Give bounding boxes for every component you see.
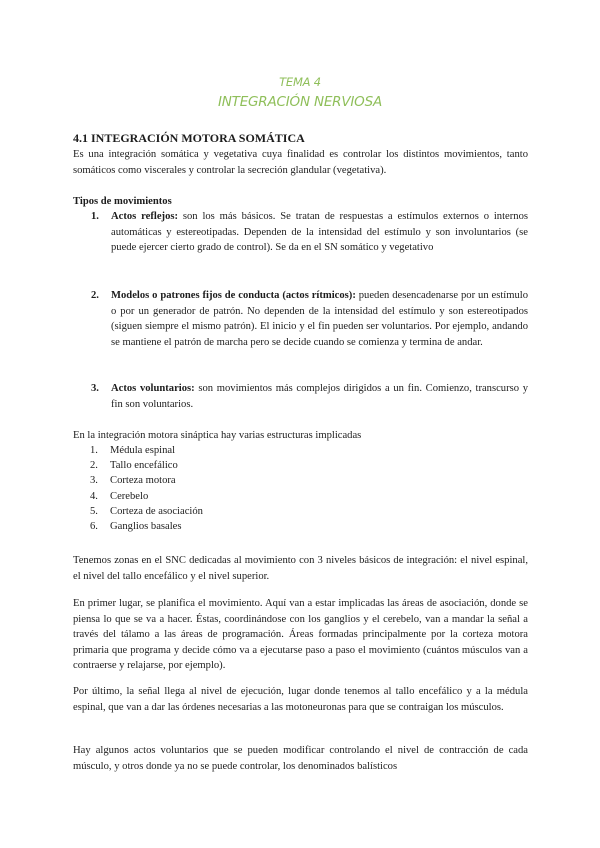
list-item: 4. Cerebelo: [90, 490, 149, 502]
paragraph-ballistic: Hay algunos actos voluntarios que se pueden modificar controlando el nivel de contracción de cada músculo, y otros donde ya no se puede controlar, los denominados balísticos: [73, 745, 528, 772]
structures-list: [90, 443, 203, 534]
list-item: 2. Tallo encefálico: [90, 460, 178, 472]
structure-label: Médula espinal: [110, 445, 176, 456]
section-heading: 4.1 INTEGRACIÓN MOTORA SOMÁTICA: [73, 131, 305, 145]
structure-label: Tallo encefálico: [110, 460, 178, 472]
movement-item-term: Modelos o patrones fijos de conducta (actos rítmicos):: [111, 290, 356, 301]
movement-item-number: 2.: [91, 290, 99, 301]
movement-item-text: son movimientos más complejos dirigidos a un fin. Comienzo, transcurso y fin son voluntarios.: [111, 383, 528, 410]
structure-label: Ganglios basales: [110, 520, 182, 532]
paragraph-execution: Por último, la señal llega al nivel de ejecución, lugar donde tenemos al tallo encefálico y a la médula espinal, que van a dar las órdenes necesarias a las motoneuronas para que se contraigan los músculos.: [73, 686, 528, 713]
list-item: 3. Corteza motora: [90, 475, 176, 487]
structure-label: Cerebelo: [110, 490, 149, 502]
paragraph-levels: Tenemos zonas en el SNC dedicadas al movimiento con 3 niveles básicos de integración: el nivel espinal, el nivel del tallo encefálico y el nivel superior.: [73, 555, 528, 582]
movement-item-number: 3.: [91, 383, 99, 394]
movement-types-heading: Tipos de movimientos: [73, 196, 172, 207]
list-item: 6. Ganglios basales: [90, 520, 182, 532]
topic-title: INTEGRACIÓN NERVIOSA: [217, 94, 382, 110]
movement-item-1: [93, 209, 528, 256]
structure-label: Corteza motora: [110, 475, 176, 487]
structure-label: Corteza de asociación: [110, 505, 203, 517]
list-item: 5. Corteza de asociación: [90, 505, 203, 517]
movement-item-3: [93, 381, 528, 412]
list-item: 1. Médula espinal: [90, 445, 176, 456]
movement-item-text: pueden desencadenarse por un estímulo o por un generador de patrón. No dependen de la intensidad del estímulo y son estereotipados (siguen siempre el mismo patrón). El inicio y el fin pueden ser voluntarios. Por ejemplo, andando se mantiene el patrón de marcha pero se decide cuando se comienza y termina de andar.: [111, 290, 528, 348]
movement-item-number: 1.: [91, 211, 99, 222]
movement-item-text: son los más básicos. Se tratan de respuestas a estímulos externos o internos automáticas y estereotipadas. Dependen de la intensidad del estímulo y son involuntarios (se puede ejercer cierto grado de control). Se da en el SN somático y vegetativo: [111, 211, 528, 253]
intro-paragraph: Es una integración somática y vegetativa cuya finalidad es controlar los distintos movimientos, tanto somáticos como viscerales y controlar la secreción glandular (vegetativa).: [73, 149, 528, 176]
topic-number: TEMA 4: [279, 75, 321, 89]
movement-item-term: Actos voluntarios:: [111, 383, 195, 394]
structures-intro: En la integración motora sináptica hay varias estructuras implicadas: [73, 430, 362, 441]
section-heading-block: [73, 130, 528, 146]
movement-item-2: [93, 288, 528, 350]
movement-item-term: Actos reflejos:: [111, 211, 179, 222]
paragraph-planning: En primer lugar, se planifica el movimiento. Aquí van a estar implicadas las áreas de asociación, donde se piensa lo que se va a hacer. Éstas, coordinándose con los ganglios y el cerebelo, van a mandar la señal a través del tálamo a las áreas de programación. Áreas formadas principalmente por la corteza motora primaria que programa y decide cómo va a ejecutarse paso a paso el movimiento (cuántos músculos van a contraerse y relajarse, por ejemplo).: [73, 598, 528, 671]
